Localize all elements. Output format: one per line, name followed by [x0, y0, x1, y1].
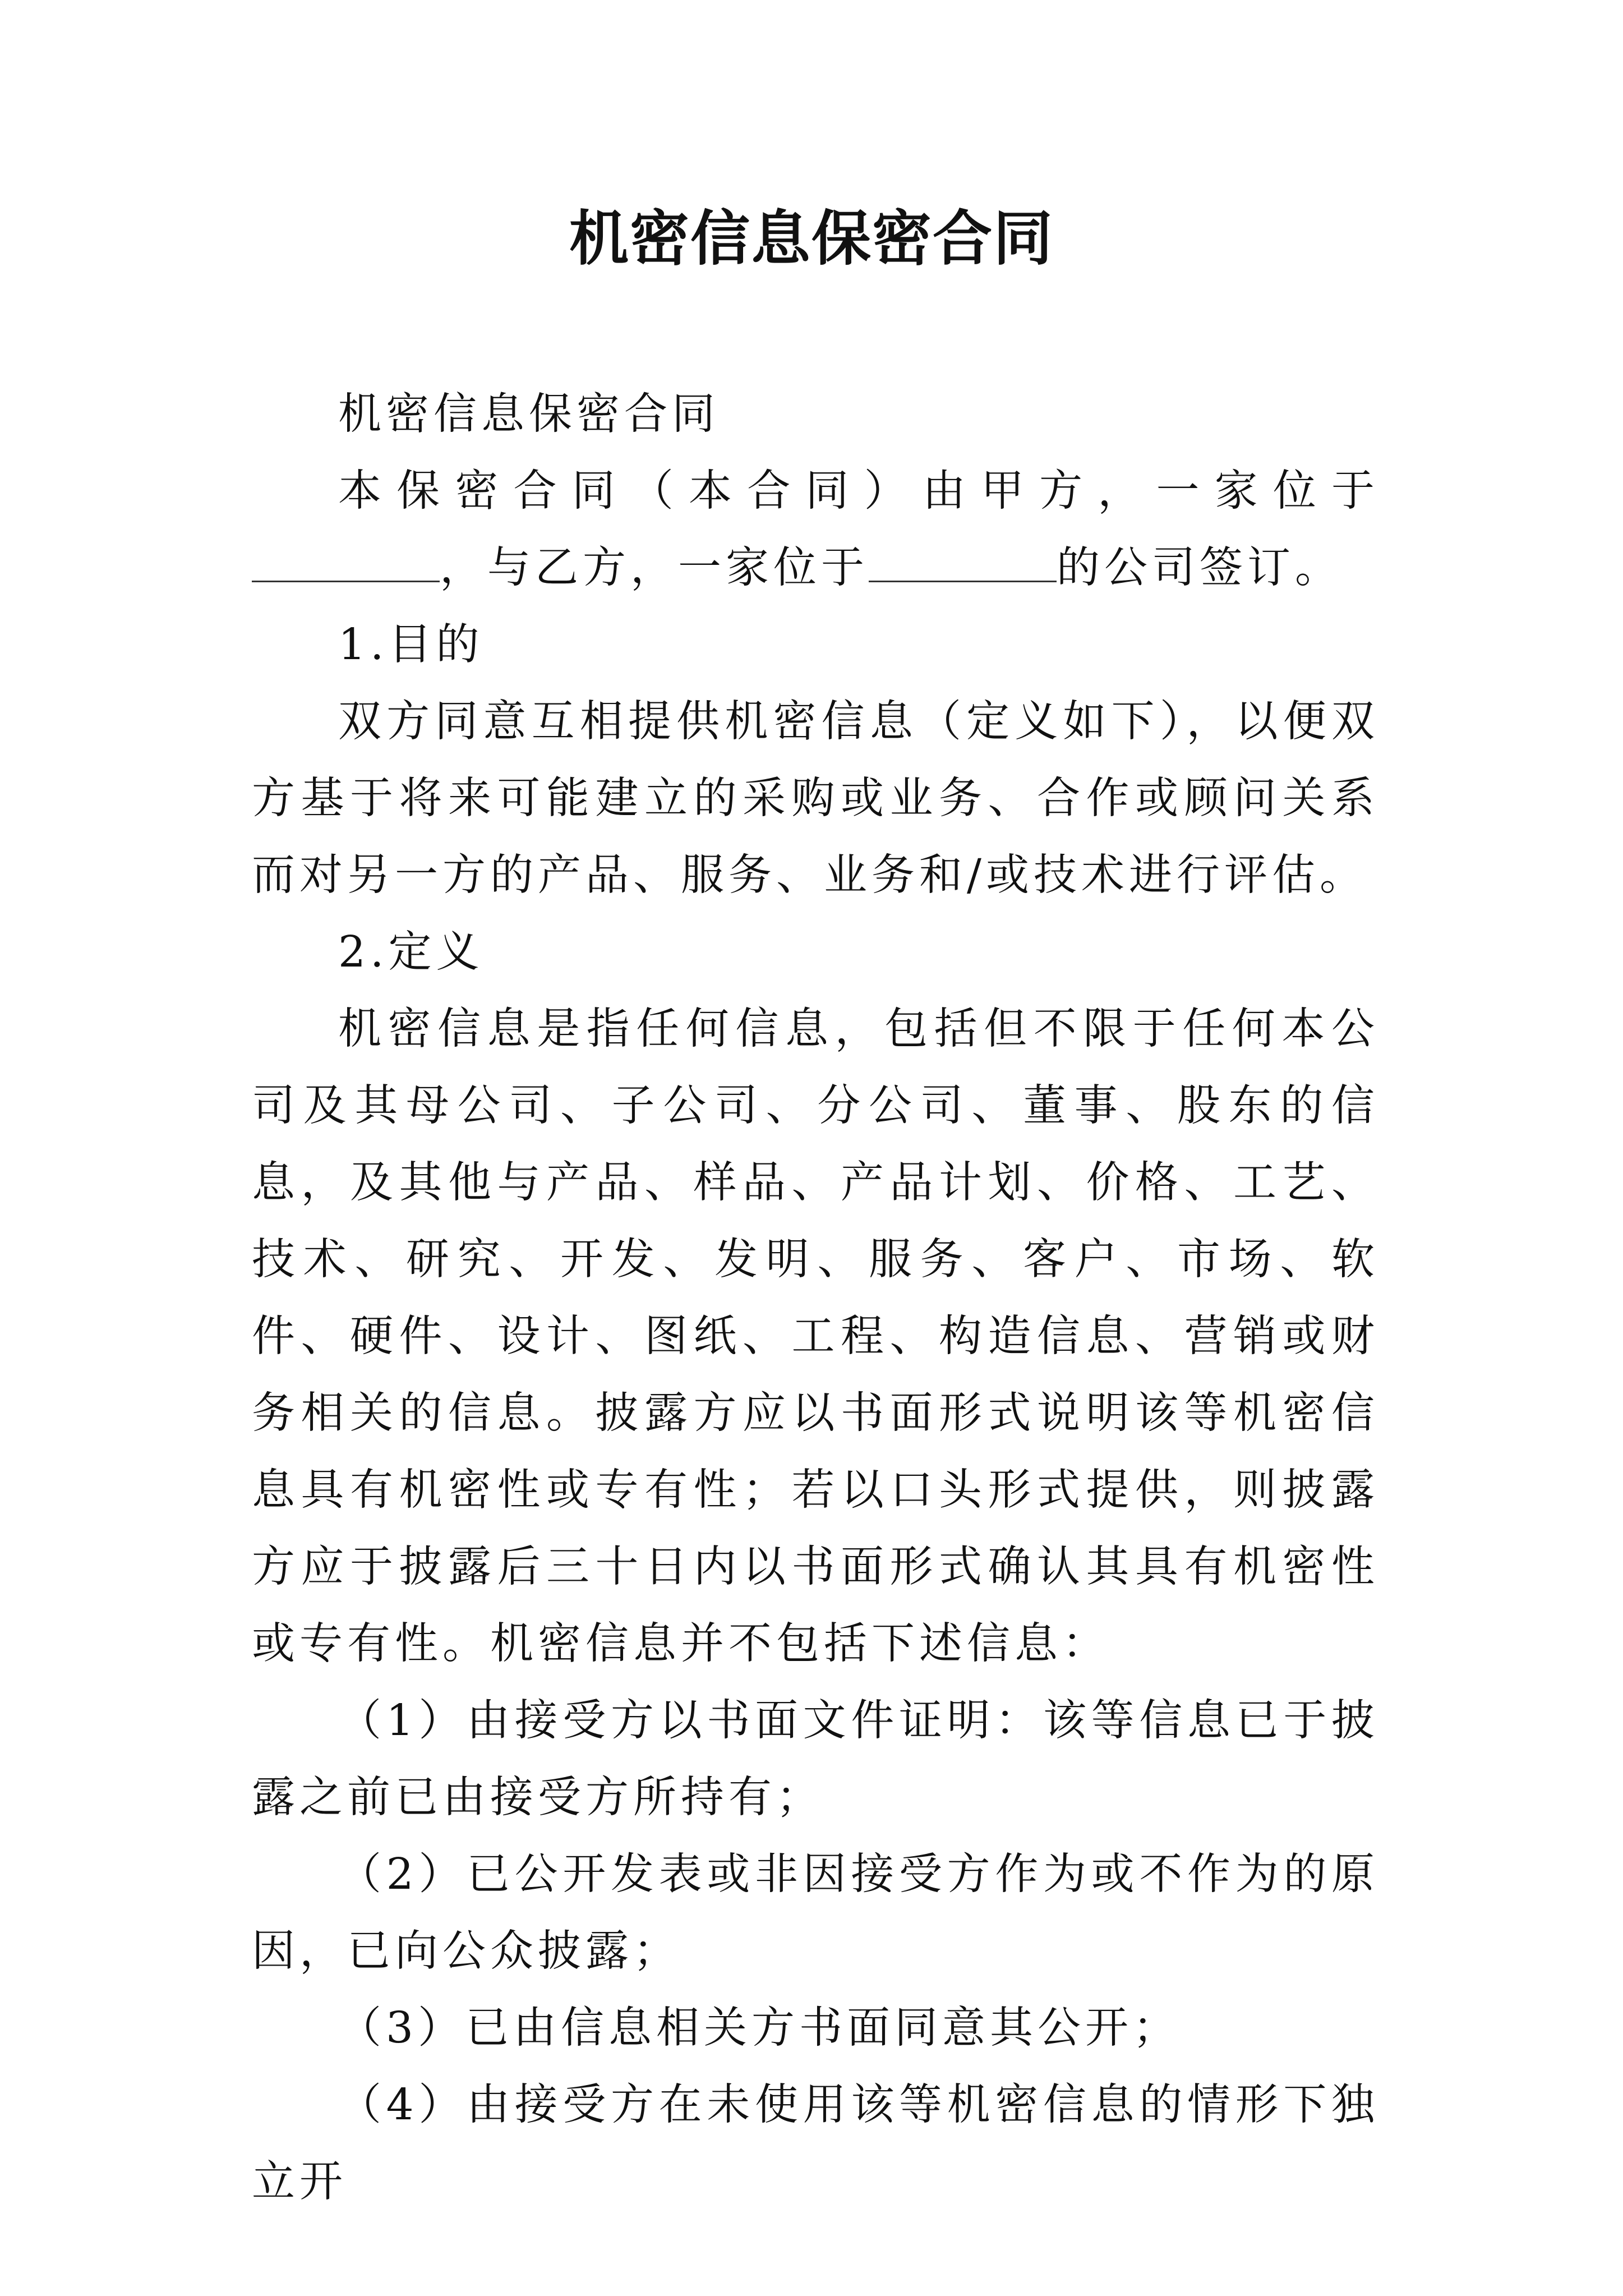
document-body: [252, 376, 1379, 2220]
paragraph-purpose: 双方同意互相提供机密信息（定义如下），以便双方基于将来可能建立的采购或业务、合作或顾问关系而对另一方的产品、服务、业务和/或技术进行评估。: [252, 697, 1379, 900]
parties-text-c: 的公司签订。: [1057, 543, 1343, 593]
paragraph-definition: 机密信息是指任何信息，包括但不限于任何本公司及其母公司、子公司、分公司、董事、股东的信息，及其他与产品、样品、产品计划、价格、工艺、技术、研究、开发、发明、服务、客户、市场、软件、硬件、设计、图纸、工程、构造信息、营销或财务相关的信息。披露方应以书面形式说明该等机密信息具有机密性或专有性；若以口头形式提供，则披露方应于披露后三十日内以书面形式确认其具有机密性或专有性。机密信息并不包括下述信息：: [252, 1004, 1379, 1669]
list-item-exclusion-1: （1）由接受方以书面文件证明：该等信息已于披露之前已由接受方所持有；: [252, 1696, 1379, 1823]
section-heading-definition: 2.定义: [338, 927, 484, 977]
list-item-exclusion-4: （4）由接受方在未使用该等机密信息的情形下独立开: [252, 2080, 1379, 2207]
party-b-location-blank: [869, 541, 1057, 582]
section-heading-purpose: 1.目的: [338, 620, 484, 670]
party-a-location-blank: [252, 541, 440, 582]
parties-text-b: ，与乙方，一家位于: [440, 543, 869, 593]
document-title: 机密信息保密合同: [569, 203, 1054, 273]
list-item-exclusion-3: （3）已由信息相关方书面同意其公开；: [338, 2003, 1181, 2053]
paragraph-intro-title: 机密信息保密合同: [338, 389, 720, 439]
parties-text-a: 本保密合同（本合同）由甲方，一家位于: [338, 466, 1379, 516]
paragraph-parties: [252, 453, 1379, 606]
list-item-exclusion-2: （2）已公开发表或非因接受方作为或不作为的原因，已向公众披露；: [252, 1849, 1379, 1976]
